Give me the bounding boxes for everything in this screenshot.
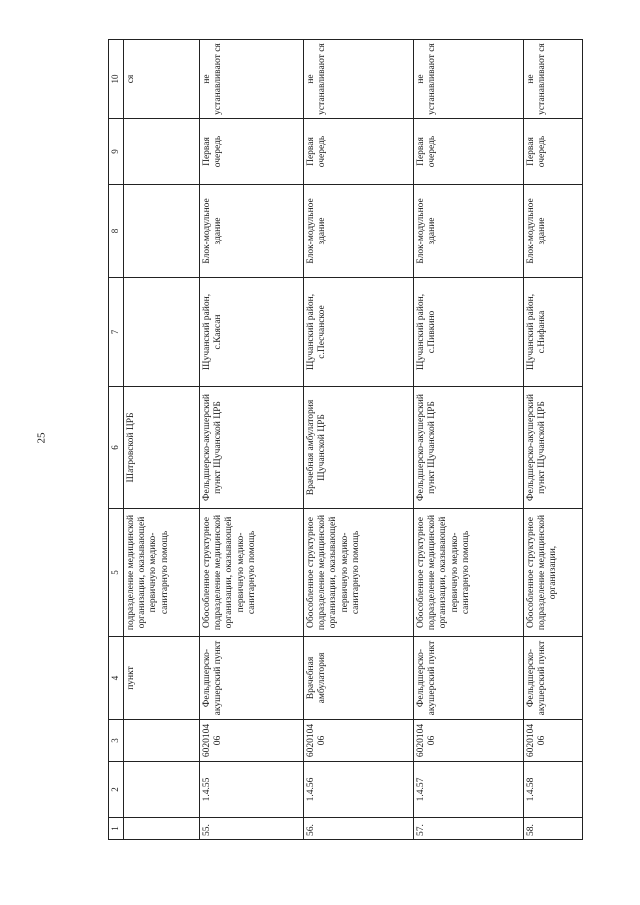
type-cell: Фельдшерско-акушерский пункт bbox=[414, 637, 524, 720]
cell: Шатровской ЦРБ bbox=[124, 387, 200, 509]
name-cell: Фельдшерско-акушерский пункт Щучанской ЦРБ bbox=[200, 387, 304, 509]
header-cell: 10 bbox=[109, 40, 124, 119]
table-row bbox=[304, 40, 414, 840]
name-cell: Фельдшерско-акушерский пункт Щучанской ЦРБ bbox=[414, 387, 524, 509]
kind-cell: Обособленное структурное подразделение медицинской организации, оказывающей первичную медико-санитарную помощь bbox=[414, 509, 524, 637]
header-cell: 3 bbox=[109, 720, 124, 762]
header-cell: 6 bbox=[109, 387, 124, 509]
header-cell: 2 bbox=[109, 762, 124, 818]
type-cell: Фельдшерско-акушерский пункт bbox=[200, 637, 304, 720]
row-number: 55. bbox=[200, 818, 304, 840]
note-cell: не устанавливают ся bbox=[304, 40, 414, 119]
type-cell: Фельдшерско-акушерский пункт bbox=[524, 637, 583, 720]
facilities-table bbox=[108, 39, 583, 840]
building-cell: Блок-модульное здание bbox=[304, 185, 414, 278]
queue-cell: Первая очередь bbox=[524, 119, 583, 185]
kind-cell: Обособленное структурное подразделение медицинской организации, bbox=[524, 509, 583, 637]
cell bbox=[124, 720, 200, 762]
cell bbox=[124, 119, 200, 185]
table-row bbox=[524, 40, 583, 840]
note-cell: не устанавливают ся bbox=[200, 40, 304, 119]
header-cell: 9 bbox=[109, 119, 124, 185]
note-cell: не устанавливают ся bbox=[414, 40, 524, 119]
cell bbox=[124, 818, 200, 840]
row-number: 58. bbox=[524, 818, 583, 840]
name-cell: Фельдшерско-акушерский пункт Щучанской ЦРБ bbox=[524, 387, 583, 509]
code-cell: 1.4.57 bbox=[414, 762, 524, 818]
header-cell: 4 bbox=[109, 637, 124, 720]
building-cell: Блок-модульное здание bbox=[524, 185, 583, 278]
rotated-table-container bbox=[108, 40, 583, 840]
header-cell: 7 bbox=[109, 278, 124, 387]
cell: ся bbox=[124, 40, 200, 119]
header-cell: 8 bbox=[109, 185, 124, 278]
column-number-row bbox=[109, 40, 124, 840]
cell bbox=[124, 278, 200, 387]
kind-cell: Обособленное структурное подразделение медицинской организации, оказывающей первичную медико-санитарную помощь bbox=[200, 509, 304, 637]
carryover-row bbox=[124, 40, 200, 840]
cell bbox=[124, 762, 200, 818]
name-cell: Врачебная амбулатория Щучанской ЦРБ bbox=[304, 387, 414, 509]
queue-cell: Первая очередь bbox=[414, 119, 524, 185]
type-cell: Врачебная амбулатория bbox=[304, 637, 414, 720]
location-cell: Щучанский район, с.Каясан bbox=[200, 278, 304, 387]
cell: пункт bbox=[124, 637, 200, 720]
page-number: 25 bbox=[35, 432, 48, 444]
table-row bbox=[200, 40, 304, 840]
code-cell: 1.4.55 bbox=[200, 762, 304, 818]
code-cell: 1.4.58 bbox=[524, 762, 583, 818]
queue-cell: Первая очередь bbox=[200, 119, 304, 185]
kind-cell: Обособленное структурное подразделение медицинской организации, оказывающей первичную медико-санитарную помощь bbox=[304, 509, 414, 637]
okato-cell: 6020104 06 bbox=[200, 720, 304, 762]
building-cell: Блок-модульное здание bbox=[200, 185, 304, 278]
header-cell: 1 bbox=[109, 818, 124, 840]
note-cell: не устанавливают ся bbox=[524, 40, 583, 119]
cell bbox=[124, 185, 200, 278]
okato-cell: 6020104 06 bbox=[524, 720, 583, 762]
queue-cell: Первая очередь bbox=[304, 119, 414, 185]
row-number: 57. bbox=[414, 818, 524, 840]
location-cell: Щучанский район, с.Нифанка bbox=[524, 278, 583, 387]
header-cell: 5 bbox=[109, 509, 124, 637]
code-cell: 1.4.56 bbox=[304, 762, 414, 818]
cell: подразделение медицинской организации, оказывающей первичную медико-санитарную помощь bbox=[124, 509, 200, 637]
building-cell: Блок-модульное здание bbox=[414, 185, 524, 278]
table-row bbox=[414, 40, 524, 840]
location-cell: Щучанский район, с.Песчанское bbox=[304, 278, 414, 387]
okato-cell: 6020104 06 bbox=[414, 720, 524, 762]
okato-cell: 6020104 06 bbox=[304, 720, 414, 762]
row-number: 56. bbox=[304, 818, 414, 840]
location-cell: Щучанский район, с.Пивкино bbox=[414, 278, 524, 387]
